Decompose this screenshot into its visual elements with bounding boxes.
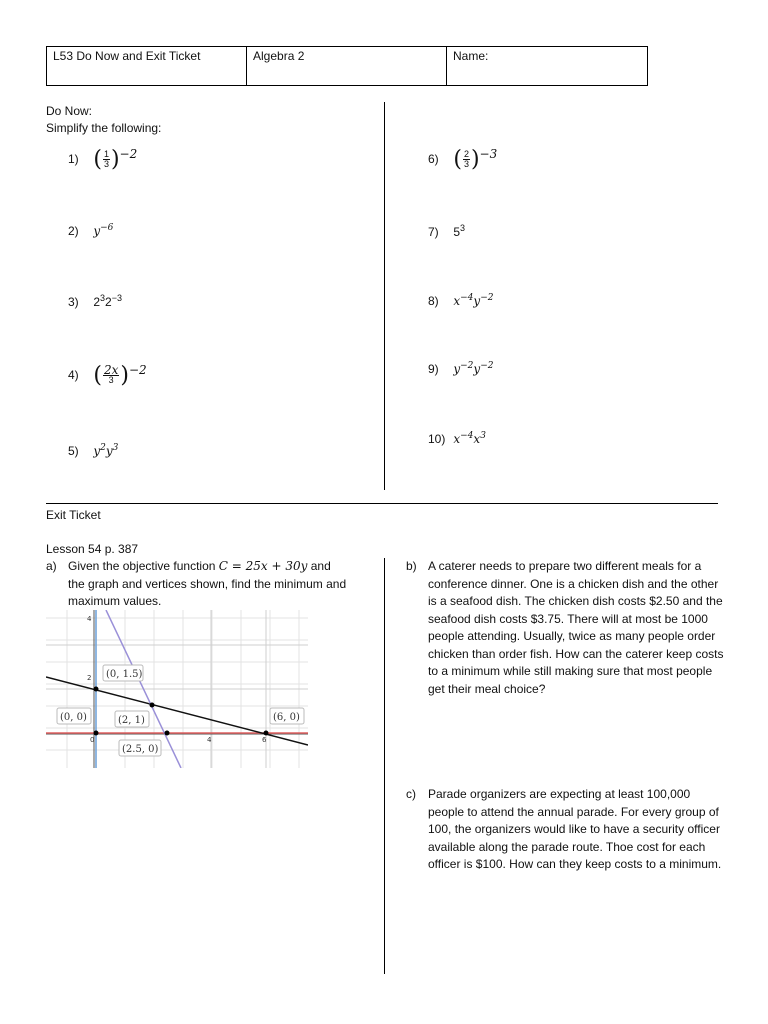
problem-number: 8) [428,294,439,308]
problem-number: 1) [68,152,79,166]
problem-number: 6) [428,152,439,166]
problem-number: 4) [68,368,79,382]
problem-4: 4) ( $\frac{2x}{3}$ )$^{-2}$ [68,362,147,388]
question-a-text-1: Given the objective function [68,559,216,573]
vertex-label-2-1: (2, 1) [118,715,145,726]
problem-number: 10) [428,432,446,446]
name-cell: Name: [453,49,489,63]
problem-7: 7) $5^3$ [428,223,466,239]
problem-3: 3) $2^32^{-3}$ [68,293,122,309]
vertex-label-0-1.5: (0, 1.5) [106,669,143,680]
tick-label: 2 [87,674,92,682]
lesson-cell: L53 Do Now and Exit Ticket [47,47,247,85]
header-table [46,46,648,86]
question-b-text: A caterer needs to prepare two different meals for a conference dinner. One is a chicken dish and the other is a seafood dish. The chicken dish costs $2.50 and the seafood dish costs $3.75. There will at most be 1000 people attending. Usually, twice as many people order chicken than order fish. How can the caterer keep costs to a minimum while still making sure that most people get their meal choice? [428,559,724,696]
tick-label: 4 [87,615,92,623]
problem-9: 9) $y^{-2}y^{-2}$ [428,361,494,376]
vertex-label-2.5-0: (2.5, 0) [122,744,159,755]
question-b [406,558,726,698]
problem-number: 9) [428,362,439,376]
question-c-text: Parade organizers are expecting at least 100,000 people to attend the annual parade. For every group of 100, the organizers would like to have a security officer available along the parade route. Thoe cost for each officer is $100. How can they keep costs to a minimum. [428,787,722,871]
problem-number: 5) [68,444,79,458]
do-now-instruction: Simplify the following: [46,121,162,135]
vertex-label-0-0: (0, 0) [60,712,87,723]
problem-8: 8) $x^{-4}y^{-2}$ [428,293,494,308]
problem-number: 7) [428,225,439,239]
section-separator [46,503,718,504]
vertex-point-6-0 [264,731,269,736]
tick-label: 4 [207,736,212,744]
question-c [406,786,726,874]
problem-number: 3) [68,295,79,309]
question-a-text-2: and the graph and vertices shown, find the minimum and maximum values. [68,559,347,608]
exit-ticket-title: Exit Ticket [46,508,101,522]
do-now-title: Do Now: [46,104,93,118]
problem-1: 1) ( $\frac{1}{3}$ )$^{-2}$ [68,146,138,172]
problem-10: 10) $x^{-4}x^3$ [428,431,486,446]
lesson-reference: Lesson 54 p. 387 [46,542,139,556]
do-now-divider [384,102,385,490]
question-a [46,558,350,611]
problem-6: 6) ( $\frac{2}{3}$ )$^{-3}$ [428,146,498,172]
course-cell: Algebra 2 [247,47,447,85]
objective-function: C = 25x + 30y [218,559,308,573]
vertex-point-2.5-0 [165,731,170,736]
vertex-point-2-1 [150,703,155,708]
vertex-label-6-0: (6, 0) [273,712,300,723]
feasible-region-graph [46,610,308,768]
vertex-point-0-0 [94,731,99,736]
problem-2: 2) $y^{-6}$ [68,223,114,238]
exit-ticket-divider [384,558,385,974]
tick-label: 6 [262,736,267,744]
tick-label: 0 [90,736,95,744]
vertex-point-0-1.5 [94,687,99,692]
question-c-label: c) [406,787,416,801]
question-a-label: a) [46,559,57,573]
problem-number: 2) [68,224,79,238]
question-b-label: b) [406,559,417,573]
problem-5: 5) $y^2y^3$ [68,443,119,458]
